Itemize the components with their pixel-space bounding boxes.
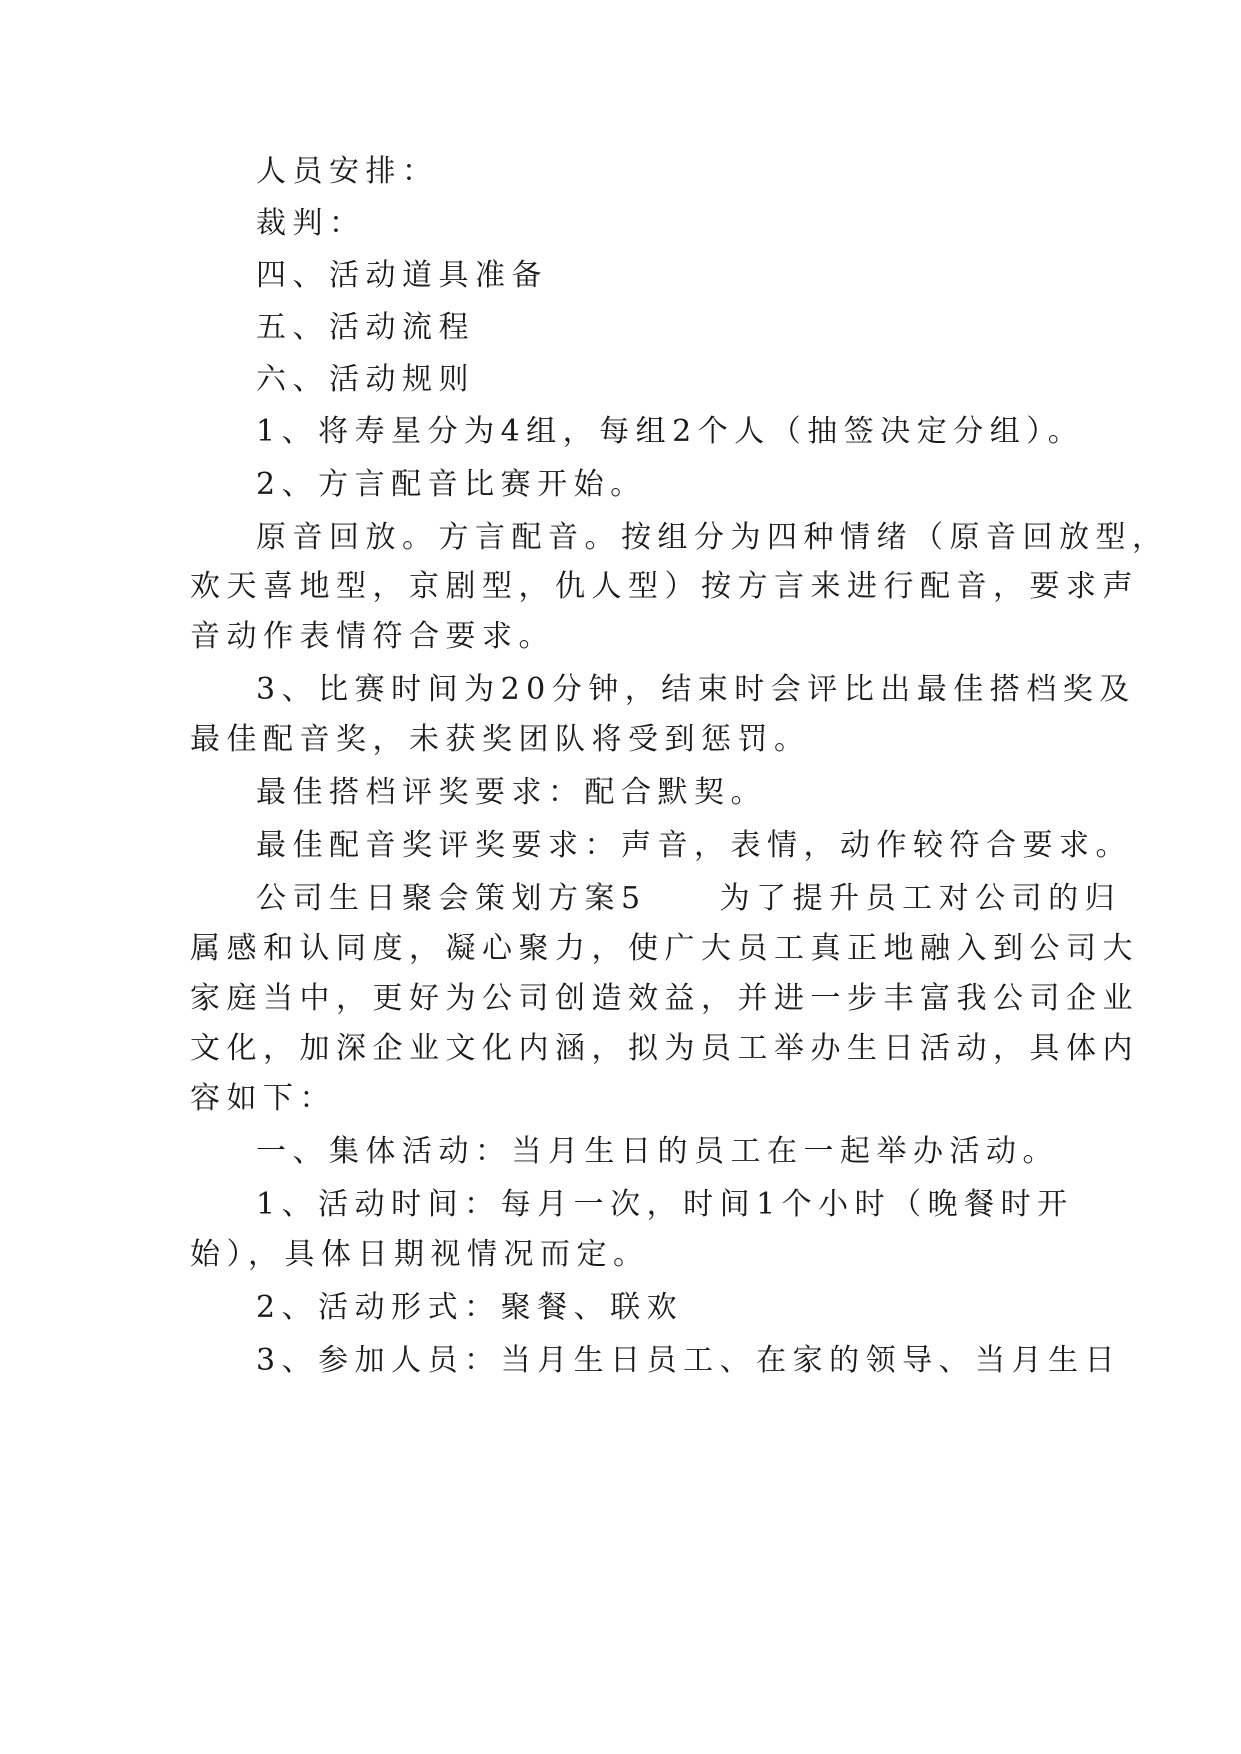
text-line: 原音回放。方言配音。按组分为四种情绪（原音回放型， [256,520,1169,555]
section-heading: 六、活动规则 [256,362,475,397]
text-line: 欢天喜地型，京剧型，仇人型）按方言来进行配音，要求声 [190,569,1139,604]
text-line: 家庭当中，更好为公司创造效益，并进一步丰富我公司企业 [190,981,1139,1016]
text-line: 始），具体日期视情况而定。 [190,1237,650,1272]
text-line: 2、活动形式：聚餐、联欢 [256,1290,684,1325]
text-line: 3、参加人员：当月生日员工、在家的领导、当月生日 [256,1343,1122,1378]
text-line: 文化，加深企业文化内涵，拟为员工举办生日活动，具体内 [190,1031,1139,1066]
text-line: 公司生日聚会策划方案5 为了提升员工对公司的归 [256,881,1122,916]
text-line: 1、将寿星分为4组，每组2个人（抽签决定分组）。 [256,414,1085,449]
text-line: 人员安排： [256,154,439,189]
text-line: 3、比赛时间为20分钟，结束时会评比出最佳搭档奖及 [256,672,1136,707]
text-line: 最佳配音奖，未获奖团队将受到惩罚。 [190,722,811,757]
text-line: 最佳搭档评奖要求：配合默契。 [256,775,767,810]
text-line: 最佳配音奖评奖要求：声音，表情，动作较符合要求。 [256,828,1132,863]
text-line: 容如下： [190,1081,336,1116]
text-line: 1、活动时间：每月一次，时间1个小时（晚餐时开 [256,1187,1074,1222]
text-line: 裁判： [256,206,366,241]
text-line: 属感和认同度，凝心聚力，使广大员工真正地融入到公司大 [190,931,1139,966]
section-heading: 一、集体活动：当月生日的员工在一起举办活动。 [256,1134,1059,1169]
section-heading: 五、活动流程 [256,310,475,345]
section-heading: 四、活动道具准备 [256,258,548,293]
text-line: 音动作表情符合要求。 [190,619,555,654]
text-line: 2、方言配音比赛开始。 [256,467,647,502]
